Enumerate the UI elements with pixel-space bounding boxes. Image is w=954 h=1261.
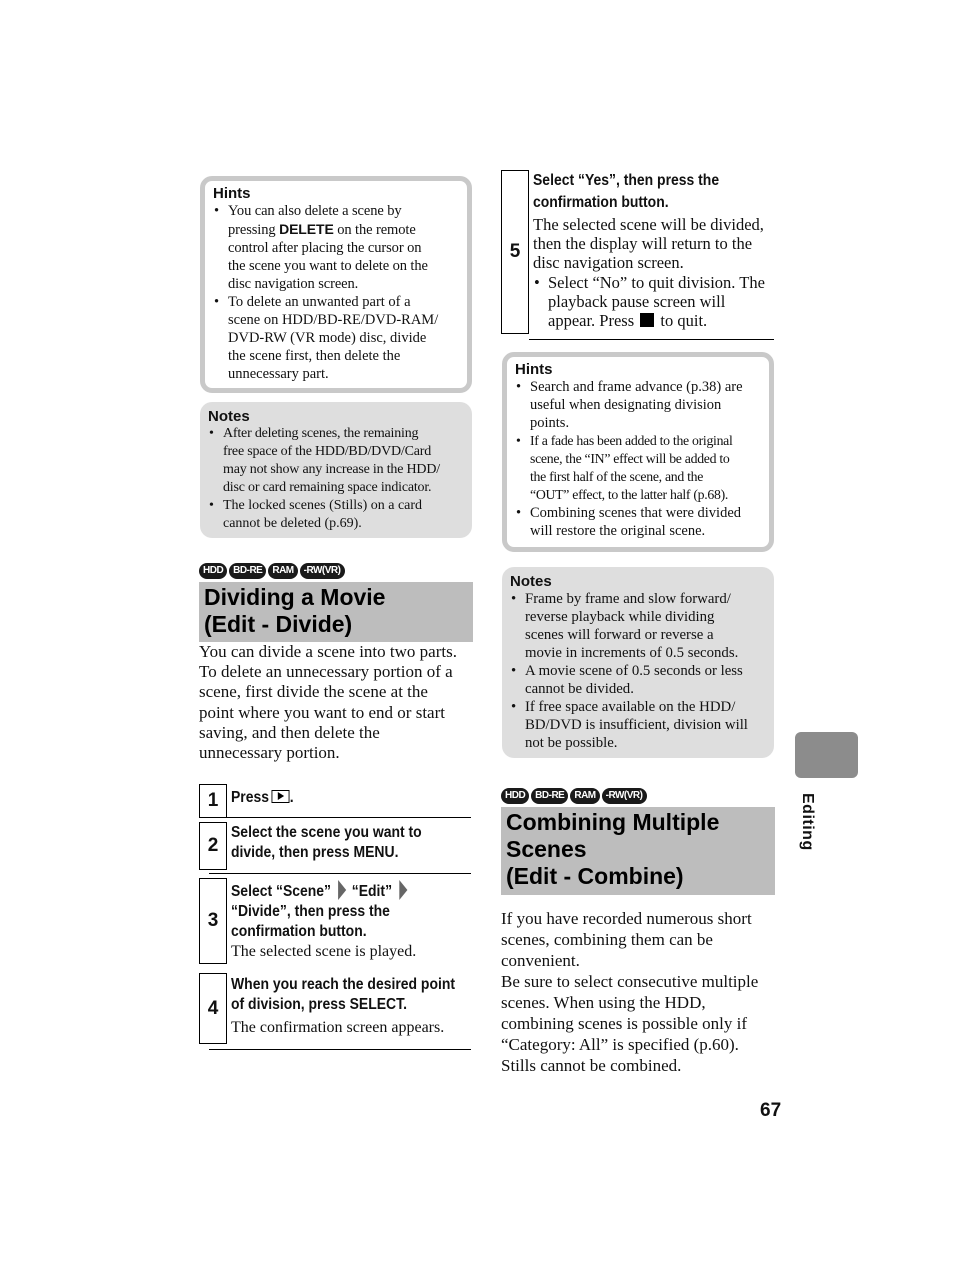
hint-item: • Combining scenes that were divided will restore the original scene. [515,504,761,540]
badge-bd-re: BD-RE [531,788,568,804]
badge-rw-vr: -RW(VR) [300,563,345,579]
hints-title: Hints [515,361,553,378]
step-title: When you reach the desired point of division, press SELECT. [231,976,456,1013]
step-number: 1 [199,784,227,818]
note-item: • Frame by frame and slow forward/ reverse playback while dividing scenes will forward or reverse a movie in increments of 0.5 seconds. [510,590,766,662]
step-bullet: • Select “No” to quit division. The playback pause screen will appear. Press to quit. [533,273,774,331]
hints-list [515,378,761,540]
step-description: The selected scene is played. [231,943,417,960]
badge-hdd: HDD [501,788,529,804]
step-title: Press . [231,789,294,806]
note-item: • A movie scene of 0.5 seconds or less cannot be divided. [510,662,766,698]
hint-item: • Search and frame advance (p.38) are useful when designating division points. [515,378,761,432]
badge-ram: RAM [268,563,297,579]
section-heading-combine: Combining Multiple Scenes (Edit - Combine) [501,807,775,895]
side-tab-label: Editing [799,793,816,851]
hints-title: Hints [213,185,251,202]
note-item: • After deleting scenes, the remaining free space of the HDD/BD/DVD/Card may not show any increase in the HDD/ disc or card remaining space indicator. [208,425,464,497]
notes-title: Notes [510,573,552,590]
badge-ram: RAM [570,788,599,804]
step-title: Select “Scene” “Edit” “Divide”, then press the confirmation button. [231,880,471,942]
step-4 [199,973,471,1050]
page-number: 67 [760,1100,782,1121]
hints-box-right [502,352,774,552]
notes-box-right [502,567,774,758]
play-icon [272,790,290,803]
step-number: 3 [199,878,227,964]
step-number: 2 [199,822,227,870]
notes-title: Notes [208,408,250,425]
notes-list [208,425,464,533]
step-number: 4 [199,973,227,1044]
step-description: The selected scene will be divided, then the display will return to the disc navigation screen. [533,215,764,273]
step-title: Select the scene you want to divide, then press MENU. [231,824,422,861]
badge-bd-re: BD-RE [229,563,266,579]
notes-box-left [200,402,472,538]
hint-item: • If a fade has been added to the original scene, the “IN” effect will be added to the first half of the scene, and the “OUT” effect, to the latter half (p.68). [515,432,761,504]
notes-list [510,590,766,752]
arrow-right-icon [399,880,407,900]
step-3 [199,878,471,966]
step-title: Select “Yes”, then press the confirmation button. [533,172,720,211]
step-description: The confirmation screen appears. [231,1019,445,1036]
hint-item: • You can also delete a scene by pressing DELETE on the remote control after placing the cursor on the scene you want to delete on the disc navigation screen. [213,202,459,293]
step-5 [501,170,774,340]
badge-hdd: HDD [199,563,227,579]
step-bullets [533,273,774,331]
hints-box-left [200,176,472,393]
badge-rw-vr: -RW(VR) [602,788,647,804]
hints-list [213,202,459,383]
side-tab [795,732,858,778]
step-number: 5 [501,170,529,334]
section-heading-divide: Dividing a Movie (Edit - Divide) [199,582,473,642]
arrow-right-icon [338,880,346,900]
step-2 [199,822,471,874]
media-badges-combine [501,788,647,804]
note-item: • If free space available on the HDD/ BD/DVD is insufficient, division will not be possible. [510,698,766,752]
stop-icon [640,313,654,327]
combine-intro: If you have recorded numerous short scenes, combining them can be convenient. Be sure to select consecutive multiple scenes. When using the HDD, combining scenes is possible only if “Category: All” is specified (p.60). Stills cannot be combined. [501,909,759,1075]
divide-intro: You can divide a scene into two parts. To delete an unnecessary portion of a scene, first divide the scene at the point where you want to end or start saving, and then delete the unnecessary portion. [199,642,457,763]
note-item: • The locked scenes (Stills) on a card cannot be deleted (p.69). [208,497,464,533]
step-1 [199,784,471,818]
hint-item: • To delete an unwanted part of a scene on HDD/BD-RE/DVD-RAM/ DVD-RW (VR mode) disc, divide the scene first, then delete the unnecessary part. [213,293,459,383]
media-badges-divide [199,563,345,579]
